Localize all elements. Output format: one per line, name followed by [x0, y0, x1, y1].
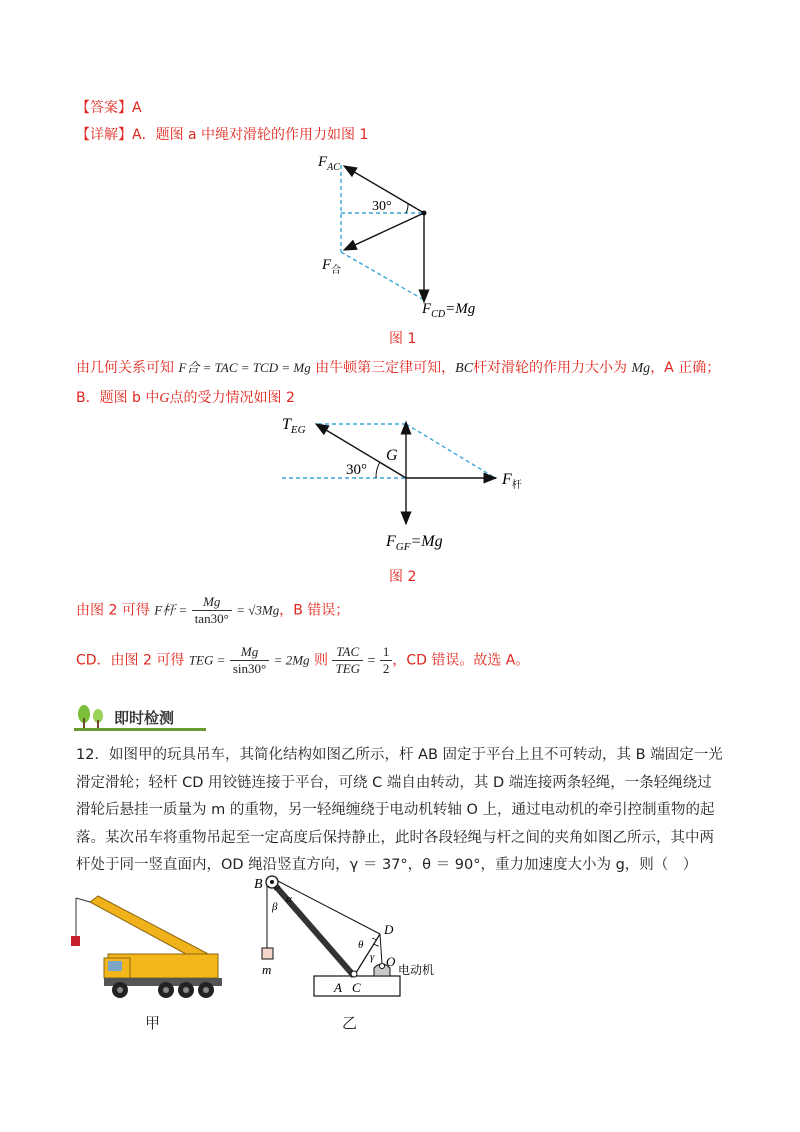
question-12: 12．如图甲的玩具吊车，其简化结构如图乙所示，杆 AB 固定于平台上且不可转动，其 B 端固定一光滑定滑轮；轻杆 CD 用铰链连接于平台，可绕 C 端自由转动，其 D 端连接两条轻绳，一条轻绳绕过滑轮后悬挂一质量为 m 的重物，另一轻绳缠绕于电动机转轴 O 上，通过电动机的牵引控制重物的起落。某次吊车将重物吊起至一定高度后保持静止，此时各段轻绳与杆之间的夹角如图乙所示，其中两杆处于同一竖直面内，OD 绳沿竖直方向，γ ＝ 37°，θ ＝ 90°，重力加速度大小为 g，则（ ） — [76, 747, 723, 873]
fig2-fgf-label: $F_{GF}=Mg$ — [386, 533, 443, 553]
detail-tag: 【详解】 — [76, 127, 132, 143]
detail-a-text: A．题图 a 中绳对滑轮的作用力如图 1 — [132, 127, 369, 143]
line3-frac2: $\frac{\text{TAC}}{\text{TEG}}$ — [332, 644, 363, 677]
derivation-line-3 — [76, 644, 529, 677]
dash-diagonal-2 — [406, 424, 492, 476]
line3-lhs: TEG = — [188, 652, 226, 668]
fig1-fhe-label: $F_合$ — [322, 257, 342, 276]
line3-frac: $\frac{Mg}{\sin 30^\circ}$ — [230, 644, 269, 677]
line1-mid: 由牛顿第三定律可知， — [315, 360, 456, 376]
line-b-pre: B．题图 b 中 — [76, 390, 160, 406]
line1-post: ，A 正确； — [650, 360, 721, 376]
caption-jia: 甲 — [145, 1014, 161, 1032]
fig2-g-label: G — [386, 447, 398, 464]
rope-do — [380, 934, 382, 964]
lbl-c: C — [352, 980, 361, 995]
answer-tag: 【答案】 — [76, 100, 132, 116]
lbl-m: m — [262, 962, 272, 977]
fig1-fac-label: $F_{AC}$ — [318, 154, 340, 173]
answer-line — [76, 97, 142, 117]
line2-lhs: F杆 = — [154, 602, 188, 618]
line1-bc: BC — [455, 361, 474, 376]
line1-eq: F合 = TAC = TCD = Mg — [178, 360, 311, 375]
line-b-g: G — [159, 391, 170, 406]
line2-rhs: = √3Mg — [236, 602, 280, 618]
line1-mid2: 杆对滑轮的作用力大小为 — [473, 360, 628, 376]
caption-yi: 乙 — [342, 1014, 358, 1032]
fig2-teg-label: $T_{EG}$ — [282, 416, 306, 436]
line2-frac: $\frac{Mg}{\tan 30^\circ}$ — [192, 594, 232, 627]
figure-2 — [270, 410, 540, 560]
answer-value: A — [132, 100, 142, 116]
lbl-beta: β — [272, 901, 278, 913]
line2-post: ，B 错误； — [279, 602, 350, 619]
lbl-b: B — [254, 877, 263, 892]
line3-post: ，CD 错误。故选 A。 — [392, 652, 530, 669]
dash-diagonal-1 — [341, 252, 424, 300]
fig1-fcd-label: $F_{CD}=Mg$ — [422, 301, 476, 320]
fig2-angle-label: 30° — [346, 462, 367, 478]
line1-mg: Mg — [631, 361, 651, 376]
line-b-post: 点的受力情况如图 2 — [169, 390, 295, 406]
fig2-caption: 图 2 — [389, 569, 417, 585]
lbl-d: D — [384, 922, 394, 937]
derivation-line-2 — [76, 594, 349, 627]
line-b — [76, 387, 295, 407]
fig1-caption: 图 1 — [389, 331, 417, 347]
mass — [262, 948, 273, 959]
lbl-theta: θ — [358, 939, 364, 951]
rod-ab — [272, 882, 354, 976]
detail-line — [76, 124, 368, 144]
lbl-alpha: α — [286, 893, 292, 905]
line3-eq2: = — [367, 653, 376, 669]
line3-frac3: $\frac{1}{2}$ — [380, 644, 393, 677]
angle-arc-1 — [406, 204, 408, 213]
line3-pre: CD．由图 2 可得 — [76, 652, 185, 669]
derivation-line-1 — [76, 357, 720, 377]
lbl-motor: 电动机 — [398, 963, 435, 977]
line3-mid: 则 — [314, 652, 329, 669]
banner-title: 即时检测 — [114, 709, 175, 727]
line2-pre: 由图 2 可得 — [76, 602, 150, 619]
lbl-gamma: γ — [370, 951, 375, 963]
figure-1 — [300, 148, 500, 328]
section-banner — [74, 702, 206, 736]
lbl-o: O — [386, 954, 396, 969]
crane-photo — [68, 888, 228, 1008]
lbl-a: A — [334, 980, 342, 995]
arrow-fhe — [344, 213, 424, 250]
crane-diagram — [250, 868, 450, 1008]
line1-pre: 由几何关系可知 — [76, 360, 174, 376]
pulley-point — [422, 211, 427, 216]
fig2-fgan-label: $F_杆$ — [502, 471, 522, 491]
hinge-c — [351, 971, 357, 977]
angle-arc-2 — [376, 462, 380, 478]
fig1-angle-label: 30° — [372, 199, 392, 214]
line3-rhs: = 2Mg — [273, 652, 310, 668]
